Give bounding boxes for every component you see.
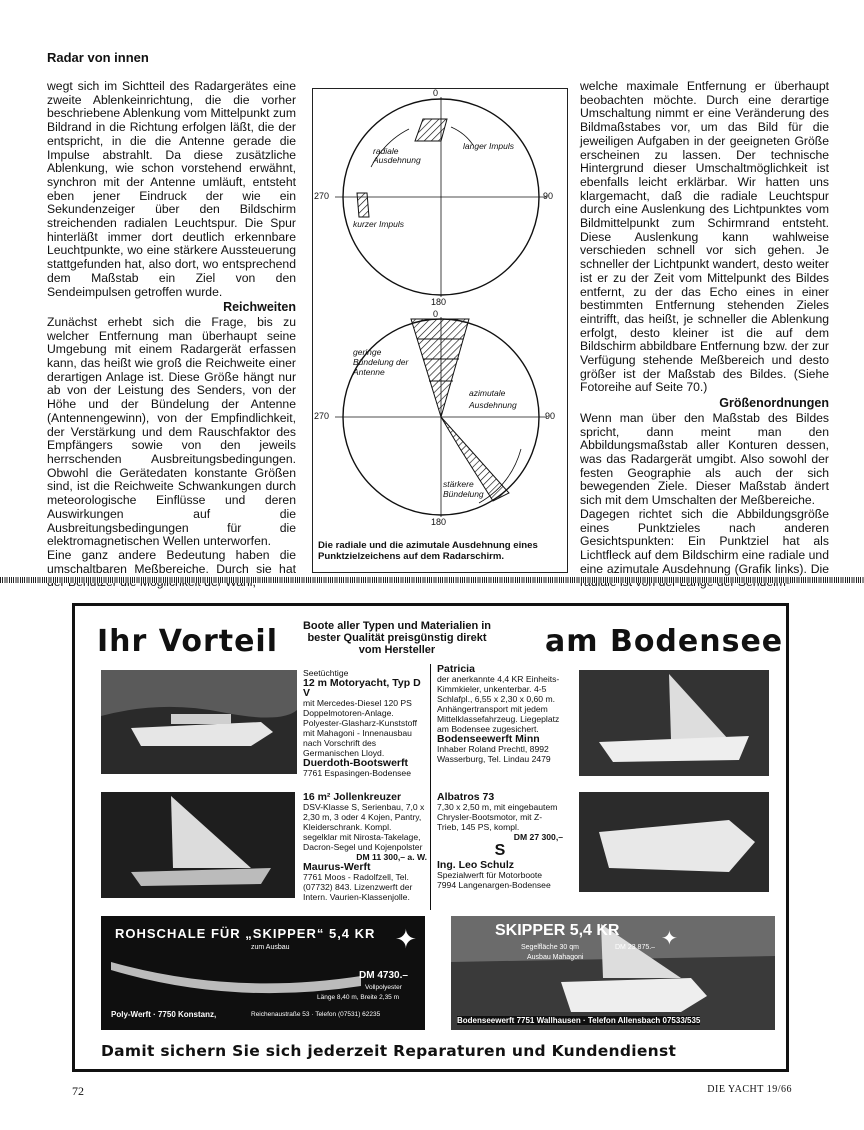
top-label-w: 270 <box>314 191 330 201</box>
annotation-long-impulse: langer Impuls <box>463 141 515 151</box>
boat4-address: Spezialwerft für Motorboote 7994 Langenargen-Bodensee <box>437 870 551 890</box>
left-para-2: Zunächst erhebt sich die Frage, bis zu welcher Entfernung man überhaupt seine Umgebung mit einem Radargerät erfassen kann, das heißt wie groß die Reichweite einer derartigen Anlage ist. Diese Größe hängt nur ab von der Leistung des Senders, von der Höhe und der Bündelung der Antenne (Antennengewinn), von der Empfindlichkeit, der Verstärkung und dem Rauschfaktor des Empfängers sowie von den jeweils herrschenden Ausbreitungsbedingungen. Obwohl die Gerätedaten konstante Größen sind, ist die Reichweite Schwankungen durch meteorologische Einflüsse und deren Auswirkungen auf die Ausbreitungsbedingungen für die elektromagnetischen Wellen unterworfen. <box>47 314 296 549</box>
skipper1-price: DM 4730.– <box>359 970 408 981</box>
wide-beam-wedge <box>411 319 469 417</box>
boat2-title: Patricia <box>437 663 475 675</box>
annotation-azimuthal: azimutale Ausdehnung <box>469 388 517 410</box>
skipper1-address: Reichenaustraße 53 · Telefon (07531) 62235 <box>251 1011 381 1018</box>
annotation-short-impulse: kurzer Impuls <box>353 219 405 229</box>
annotation-strong-bundling: stärkere Bündelung <box>443 479 484 499</box>
left-column <box>47 80 296 590</box>
photo-motoryacht <box>101 670 297 774</box>
boat3-yard: Maurus-Werft <box>303 861 371 873</box>
boat1-intro: Seetüchtige <box>303 668 349 678</box>
annotation-radial: radiale Ausdehnung <box>373 146 421 165</box>
ad-headline-left: Ihr Vorteil <box>97 624 278 659</box>
boat4-desc: 7,30 x 2,50 m, mit eingebautem Chrysler-Bootsmotor, mit Z-Trieb, 145 PS, kompl. <box>437 802 558 832</box>
skipper2-yard: Bodenseewerft 7751 Wallhausen · Telefon Allensbach 07533/535 <box>457 1016 701 1025</box>
boat1-desc: mit Mercedes-Diesel 120 PS Doppelmotoren-Anlage. Polyester-Glasharz-Kunststoff mit Mahagoni - Innenausbau nach Vorschrift des Germanischen Lloyd. <box>303 698 417 758</box>
long-impulse-mark <box>415 119 447 141</box>
radar-figure <box>312 88 568 573</box>
section-title: Radar von innen <box>47 50 149 65</box>
skipper2-title: SKIPPER 5,4 KR <box>495 922 620 939</box>
skipper1-sub: zum Ausbau <box>251 944 290 951</box>
boat4-price: DM 27 300,– <box>513 832 563 842</box>
heading-groessenordnungen: Größenordnungen <box>719 396 829 411</box>
schulz-logo: S <box>494 842 506 859</box>
boat4-title: Albatros 73 <box>437 791 495 803</box>
right-column <box>580 80 829 590</box>
skipper1-material: Vollpolyester <box>365 984 402 991</box>
boat4-yard: Ing. Leo Schulz <box>437 859 515 871</box>
skipper1-dims: Länge 8,40 m, Breite 2,35 m <box>317 994 400 1001</box>
ad-skipper-boat <box>451 916 775 1030</box>
boat3-address: 7761 Moos - Radolfzell, Tel. (07732) 843. Lizenzwerft der Intern. Vaurien-Klassenjolle. <box>303 872 413 902</box>
boat1-title: 12 m Motoryacht, Typ D V <box>303 677 421 699</box>
skipper2-price: DM 23 875.– <box>615 944 656 951</box>
boat2-address: Inhaber Roland Prechtl, 8992 Wasserburg, Tel. Lindau 2479 <box>437 744 551 764</box>
advertisement <box>72 603 789 1072</box>
top-label-n: 0 <box>433 88 439 98</box>
star-icon-2: ✦ <box>661 928 678 950</box>
boat1-address: 7761 Espasingen-Bodensee <box>303 768 411 778</box>
right-para-2: Wenn man über den Maßstab des Bildes spricht, dann meint man den Abbildungsmaßstab aller Konturen dessen, was das Radargerät umgibt. Also sowohl der festen Geographie als auch der sich bewegenden Ziele. Dieser Maßstab ändert sich mit dem Umschalten der Meßbereiche. <box>580 410 829 508</box>
ad-boat4-text <box>437 792 563 890</box>
ad-boat2-text <box>437 664 561 764</box>
heading-reichweiten: Reichweiten <box>223 300 296 315</box>
boat3-title: 16 m² Jollenkreuzer <box>303 791 402 803</box>
photo-jollenkreuzer <box>101 792 295 898</box>
bottom-label-e: 90 <box>545 411 556 421</box>
top-label-s: 180 <box>431 297 447 307</box>
boat3-price: DM 11 300,– a. W. <box>356 852 427 862</box>
ad-boat3-text <box>303 792 427 902</box>
boat3-desc: DSV-Klasse S, Serienbau, 7,0 x 2,30 m, 3 oder 4 Kojen, Pantry, Kleiderschrank. Kompl. segelklar mit Nirosta-Takelage, Dacron-Segel und Kojenpolster <box>303 802 425 852</box>
right-para-1: welche maximale Entfernung er überhaupt beobachten möchte. Durch eine derartige Umschaltung nimmt er eine Veränderung des Bildmaßstabes vor, um das Bild für die jeweiligen Aufgaben in der geeigneten Größe erscheinen zu lassen. Der technische Hintergrund dieser Umschaltmöglichkeit ist ebenfalls leicht erklärbar. Wir hatten uns klargemacht, daß die radiale Leuchtspur durch eine Auslenkung des Lichtpunktes vom Bildmittelpunkt zum Schirmrand entsteht. Diese Auslenkung kann wahlweise verschieden schnell vor sich gehen. Je schneller der Lichtpunkt wandert, desto weiter ist er zu der Zeit vom Mittelpunkt des Bildes entfernt, zu der das Echo eines in einer bestimmten Entfernung stehenden Zieles eintrifft, das heißt, je schneller die Ablenkung erfolgt, desto kleiner ist die auf dem Bildschirm abbildbare Entfernung bzw. der zur Verfügung stehende Meßbereich und desto größer ist der Maßstab des Bildes. (Siehe Fotoreihe auf Seite 70.) <box>580 79 829 395</box>
right-para-3: Dagegen richtet sich die Abbildungsgröße eines Punktzieles nach anderen Gesichtspunkten: Ein Punktziel hat als Lichtfleck auf dem Bildschirm eine radiale und eine azimutale Ausdehnung (Grafik links). Die <box>580 506 829 576</box>
skipper1-yard: Poly-Werft · 7750 Konstanz, <box>111 1010 217 1019</box>
skipper2-sail: Segelfläche 30 qm <box>521 944 579 951</box>
left-para-3: Eine ganz andere Bedeutung haben die umschaltbaren Meßbereiche. Durch sie hat <box>47 547 296 576</box>
ad-boat1-text <box>303 668 425 778</box>
ad-skipper-hull <box>101 916 425 1030</box>
figure-caption: Die radiale und die azimutale Ausdehnung eines Punktzielzeichens auf dem Radarschirm. <box>318 540 538 562</box>
radar-diagram <box>313 89 569 574</box>
bottom-label-s: 180 <box>431 517 447 527</box>
separator-band <box>0 577 864 583</box>
top-label-e: 90 <box>543 191 554 201</box>
left-para-1: wegt sich im Sichtteil des Radargerätes eine zweite Ablenkeinrichtung, die die vorher beschriebene Ablenkung vom Mittelpunkt zum Bildrand in die Richtung erfolgen läßt, die der entspricht, in die die Antenne gerade die Impulse abstrahlt. Da diese zusätzliche Ablenkung, wie schon vorstehend erwähnt, synchron mit der Antenne umläuft, entsteht eben jener Eindruck der wie ein Sekundenzeiger über den Bildschirm streichenden radialen Leuchtspur. Die Spur hinterläßt immer dort deutlich erkennbare Leuchtpunkte, wo eine stärkere Aussteuerung stattgefunden hat, also dort, wo entsprechend dem Maßstab ein Ziel von den Sendeimpulsen getroffen wurde. <box>47 79 296 299</box>
boat1-yard: Duerdoth-Bootswerft <box>303 757 408 769</box>
ad-headline-center: Boote aller Typen und Materialien in bester Qualität preisgünstig direkt vom Hersteller <box>302 620 492 656</box>
bottom-label-w: 270 <box>314 411 330 421</box>
ad-slogan: Damit sichern Sie sich jederzeit Reparaturen und Kundendienst <box>101 1042 677 1060</box>
ad-headline-right: am Bodensee <box>545 624 784 659</box>
boat2-desc: der anerkannte 4,4 KR Einheits-Kimmkieler, unkenterbar. 4-5 Schlafpl., 6,55 x 2,30 x 0,60 m. Anhängertransport mit jedem Mittelklassefahrzeug. Liegeplatz am Bodensee zugesichert. <box>437 674 560 734</box>
skipper1-title: ROHSCHALE FÜR „SKIPPER“ 5,4 KR <box>115 926 376 941</box>
skipper2-build: Ausbau Mahagoni <box>527 954 584 961</box>
short-impulse-mark <box>357 193 369 217</box>
page-number: 72 <box>72 1084 84 1098</box>
annotation-low-bundling: geringe Bündelung der Antenne <box>353 347 409 377</box>
star-icon: ✦ <box>395 924 417 954</box>
boat2-yard: Bodenseewerft Minn <box>437 733 540 745</box>
bottom-label-n: 0 <box>433 309 439 319</box>
journal-issue: DIE YACHT 19/66 <box>707 1084 792 1095</box>
photo-albatros <box>579 792 769 892</box>
photo-patricia <box>579 670 769 776</box>
